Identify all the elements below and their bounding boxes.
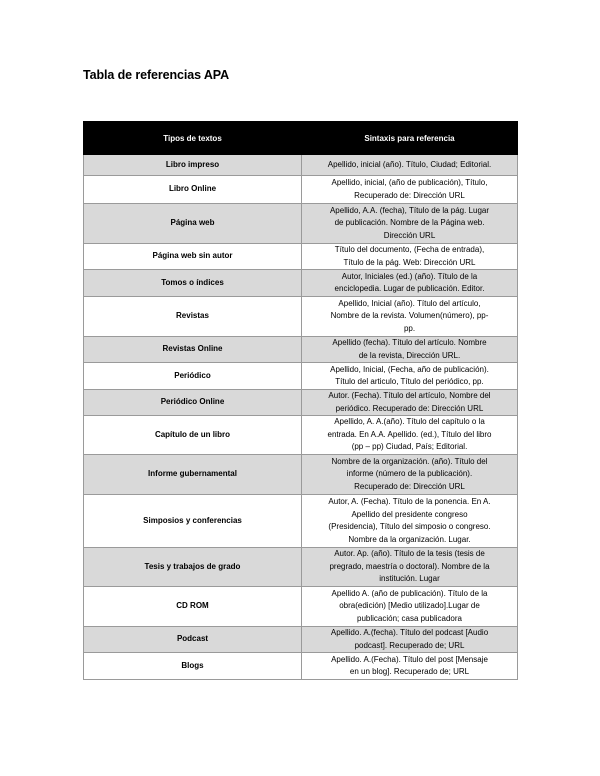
syntax-line: Título del articulo, Título del periódico, pp. [335, 377, 484, 386]
reference-syntax-cell [302, 548, 518, 587]
table-row [84, 455, 518, 495]
text-type-cell: Periódico [84, 363, 302, 390]
reference-syntax-cell [302, 495, 518, 548]
text-type-cell: Informe gubernamental [84, 455, 302, 495]
reference-syntax-cell [302, 244, 518, 270]
syntax-line: Dirección URL [383, 230, 436, 240]
reference-syntax-cell [302, 653, 518, 680]
text-type-cell: Podcast [84, 627, 302, 653]
text-type-cell: Tomos o índices [84, 270, 302, 297]
table-body [84, 155, 518, 680]
syntax-line: Apellido, Inicial (año). Título del artículo, [338, 298, 481, 308]
table-row [84, 155, 518, 176]
table-row [84, 244, 518, 270]
text-type-cell: Periódico Online [84, 390, 302, 416]
text-type-cell: Libro impreso [84, 155, 302, 176]
syntax-line: enciclopedia. Lugar de publicación. Editor. [334, 284, 485, 293]
reference-syntax-cell [302, 270, 518, 297]
syntax-line: obra(edición) [Medio utilizado].Lugar de [339, 601, 480, 611]
syntax-line: pregrado, maestría o doctoral). Nombre de la [329, 561, 490, 571]
syntax-line: Apellido, A. A.(año). Título del capítulo o la [334, 417, 485, 427]
reference-syntax-cell [302, 416, 518, 455]
syntax-line: de la revista, Dirección URL. [358, 350, 461, 360]
text-type-cell: Página web [84, 204, 302, 244]
syntax-line: Apellido, inicial, (año de publicación), Título, [331, 178, 488, 187]
syntax-line: en un blog]. Recuperado de; URL [349, 667, 470, 676]
header-text-types: Tipos de textos [84, 122, 302, 155]
syntax-line: Título de la pág. Web: Dirección URL [343, 257, 476, 267]
syntax-line: podcast]. Recuperado de; URL [354, 640, 465, 650]
syntax-line: Autor, Iniciales (ed.) (año). Título de la [341, 271, 478, 281]
text-type-cell: Revistas Online [84, 337, 302, 363]
syntax-line: Nombre de la organización. (año). Título del [331, 456, 488, 466]
syntax-line: de publicación. Nombre de la Página web. [334, 218, 485, 228]
syntax-line: (Presidencia), Título del simposio o congreso. [328, 522, 491, 531]
syntax-line: Apellido. A.(fecha). Título del podcast [Audio [330, 628, 489, 637]
reference-syntax-cell [302, 455, 518, 495]
syntax-line: Apellido, inicial (año). Título, Ciudad; Editorial. [327, 159, 492, 169]
syntax-line: Autor. (Fecha). Título del artículo, Nombre del [328, 391, 491, 400]
syntax-line: Recuperado de: Dirección URL [354, 190, 465, 200]
table-row [84, 548, 518, 587]
syntax-line: Recuperado de: Dirección URL [354, 481, 465, 491]
reference-syntax-cell [302, 337, 518, 363]
syntax-line: Apellido. A.(Fecha). Título del post [Mensaje [331, 654, 488, 664]
page-title: Tabla de referencias APA [83, 68, 230, 82]
syntax-line: Apellido A. (año de publicación). Título de la [331, 588, 488, 598]
syntax-line: Apellido del presidente congreso [351, 509, 468, 519]
text-type-cell: Libro Online [84, 176, 302, 204]
apa-reference-table [83, 121, 518, 680]
table-row [84, 587, 518, 627]
reference-syntax-cell [302, 390, 518, 416]
reference-syntax-cell [302, 627, 518, 653]
table-row [84, 363, 518, 390]
syntax-line: institución. Lugar [379, 574, 440, 584]
text-type-cell: CD ROM [84, 587, 302, 627]
syntax-line: (pp – pp) Ciudad, País; Editorial. [351, 442, 468, 452]
reference-syntax-cell [302, 204, 518, 244]
table-header-row [84, 122, 518, 155]
reference-syntax-cell [302, 587, 518, 627]
syntax-line: Autor, A. (Fecha). Título de la ponencia. En A. [328, 497, 491, 506]
syntax-line: Título del documento, (Fecha de entrada), [334, 245, 485, 254]
syntax-line: publicación; casa publicadora [357, 613, 462, 623]
syntax-line: Apellido (fecha). Título del artículo. Nombre [332, 338, 487, 347]
syntax-line: Nombre de la revista. Volumen(número), pp- [330, 311, 489, 321]
table-row [84, 495, 518, 548]
reference-syntax-cell [302, 176, 518, 204]
syntax-line: periódico. Recuperado de: Dirección URL [335, 403, 484, 413]
syntax-line: pp. [403, 323, 416, 333]
table-row [84, 297, 518, 337]
syntax-line: Apellido, A.A. (fecha), Título de la pág. Lugar [329, 205, 490, 215]
reference-syntax-cell [302, 297, 518, 337]
table-row [84, 416, 518, 455]
table-row [84, 337, 518, 363]
syntax-line: Nombre da la organización. Lugar. [348, 534, 471, 544]
table-row [84, 653, 518, 680]
syntax-line: informe (número de la publicación). [346, 469, 473, 479]
table-row [84, 204, 518, 244]
syntax-line: Apellido, Inicial, (Fecha, año de publicación). [330, 364, 489, 374]
table-row [84, 627, 518, 653]
text-type-cell: Revistas [84, 297, 302, 337]
header-reference-syntax: Sintaxis para referencia [302, 122, 518, 155]
syntax-line: entrada. En A.A. Apellido. (ed.), Título del libro [327, 429, 492, 439]
table-row [84, 390, 518, 416]
reference-syntax-cell [302, 363, 518, 390]
syntax-line: Autor. Ap. (año). Título de la tesis (tesis de [334, 549, 485, 559]
text-type-cell: Blogs [84, 653, 302, 680]
text-type-cell: Capítulo de un libro [84, 416, 302, 455]
table-row [84, 270, 518, 297]
text-type-cell: Página web sin autor [84, 244, 302, 270]
text-type-cell: Tesis y trabajos de grado [84, 548, 302, 587]
reference-syntax-cell [302, 155, 518, 176]
text-type-cell: Simposios y conferencias [84, 495, 302, 548]
table-row [84, 176, 518, 204]
